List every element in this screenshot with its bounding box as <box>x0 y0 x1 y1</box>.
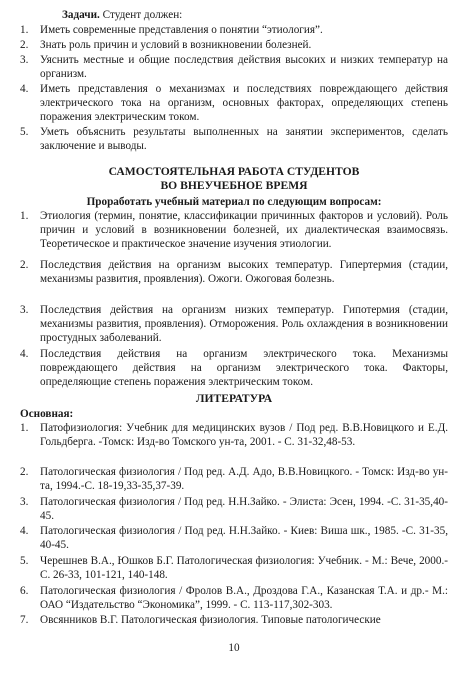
tasks-intro <box>62 8 461 22</box>
question-item <box>20 303 448 346</box>
task-text: Уяснить местные и общие последствия действия высоких и низких температур на организм. <box>40 54 448 81</box>
task-number: 5. <box>20 126 29 138</box>
reference-number: 5. <box>20 555 29 567</box>
reference-text: Патологическая физиология / Под ред. Н.Н.Зайко. - Элиста: Эсен, 1994. -С. 31-35,40-45. <box>40 496 448 523</box>
reference-item <box>20 584 448 612</box>
reference-item <box>20 554 448 582</box>
question-text: Этиология (термин, понятие, классификации причинных факторов и условий). Роль причин и условий в возникновении болезней, их диалектическая взаимосвязь. Теоретическое и практическое значение изучения этиологии. <box>40 210 448 251</box>
question-item <box>20 347 448 390</box>
task-text: Иметь современные представления о понятии “этиология”. <box>40 24 323 36</box>
task-text: Иметь представления о механизмах и последствиях повреждающего действия электрического тока на организм, основных факторах, определяющих степень поражения электрическим током. <box>40 83 448 124</box>
reference-number: 4. <box>20 525 29 537</box>
reference-item <box>20 495 448 523</box>
task-item <box>20 82 448 125</box>
reference-number: 1. <box>20 422 29 434</box>
task-item <box>20 53 448 81</box>
question-text: Последствия действия на организм высоких температур. Гипертермия (стадии, механизмы развития, проявления). Ожоги. Ожоговая болезнь. <box>40 259 448 286</box>
question-number: 3. <box>20 304 29 316</box>
reference-text: Патологическая физиология / Под ред. Н.Н.Зайко. - Киев: Виша шк., 1985. -С. 31-35, 40-45. <box>40 525 448 552</box>
task-item <box>20 23 448 37</box>
question-item <box>20 258 448 286</box>
reference-number: 6. <box>20 585 29 597</box>
question-item <box>20 209 448 252</box>
self-study-heading-1: САМОСТОЯТЕЛЬНАЯ РАБОТА СТУДЕНТОВ <box>108 165 360 178</box>
reference-text: Патофизиология: Учебник для медицинских вузов / Под ред. В.В.Новицкого и Е.Д. Гольдберга. -Томск: Изд-во Томского ун-та, 2001. - С. 31-32,48-53. <box>40 422 448 449</box>
task-number: 3. <box>20 54 29 66</box>
self-study-subheading: Проработать учебный материал по следующим вопросам: <box>86 196 382 208</box>
task-item <box>20 125 448 153</box>
question-number: 1. <box>20 210 29 222</box>
tasks-label: Задачи. <box>62 9 100 21</box>
reference-number: 2. <box>20 466 29 478</box>
reference-text: Патологическая физиология / Фролов В.А., Дроздова Г.А., Казанская Т.А. и др.- М.: ОАО “Издательство “Экономика”, 1999. - С. 113-117,302-303. <box>40 585 448 612</box>
task-text: Уметь объяснить результаты выполненных на занятии экспериментов, сделать заключение и выводы. <box>40 126 448 153</box>
reference-text: Овсянников В.Г. Патологическая физиология. Типовые патологические <box>40 614 381 626</box>
reference-text: Черешнев В.А., Юшков Б.Г. Патологическая физиология: Учебник. - М.: Вече, 2000.-С. 26-33, 101-121, 140-148. <box>40 555 448 582</box>
task-item <box>20 38 448 52</box>
task-number: 1. <box>20 24 29 36</box>
reference-text: Патологическая физиология / Под ред. А.Д. Адо, В.В.Новицкого. - Томск: Изд-во ун-та, 1994.-С. 18-19,33-35,37-39. <box>40 466 448 493</box>
question-text: Последствия действия на организм низких температур. Гипотермия (стадии, механизмы развития, проявления). Отморожения. Роль охлаждения в возникновении простудных заболеваний. <box>40 304 448 345</box>
literature-heading: ЛИТЕРАТУРА <box>195 392 273 405</box>
question-text: Последствия действия на организм электрического тока. Механизмы повреждающего действия на организм электрического тока. Факторы, определяющие степень поражения электрическим током. <box>40 348 448 389</box>
reference-item <box>20 465 448 493</box>
reference-item <box>20 421 448 449</box>
question-number: 2. <box>20 259 29 271</box>
question-number: 4. <box>20 348 29 360</box>
reference-number: 7. <box>20 614 29 626</box>
tasks-intro-text: Студент должен: <box>99 9 183 21</box>
reference-number: 3. <box>20 496 29 508</box>
literature-main-label: Основная: <box>20 408 74 420</box>
page-number: 10 <box>228 642 240 654</box>
reference-item <box>20 524 448 552</box>
task-text: Знать роль причин и условий в возникновении болезней. <box>40 39 312 51</box>
self-study-heading-2: ВО ВНЕУЧЕБНОЕ ВРЕМЯ <box>160 179 308 192</box>
reference-item <box>20 613 448 627</box>
task-number: 2. <box>20 39 29 51</box>
task-number: 4. <box>20 83 29 95</box>
